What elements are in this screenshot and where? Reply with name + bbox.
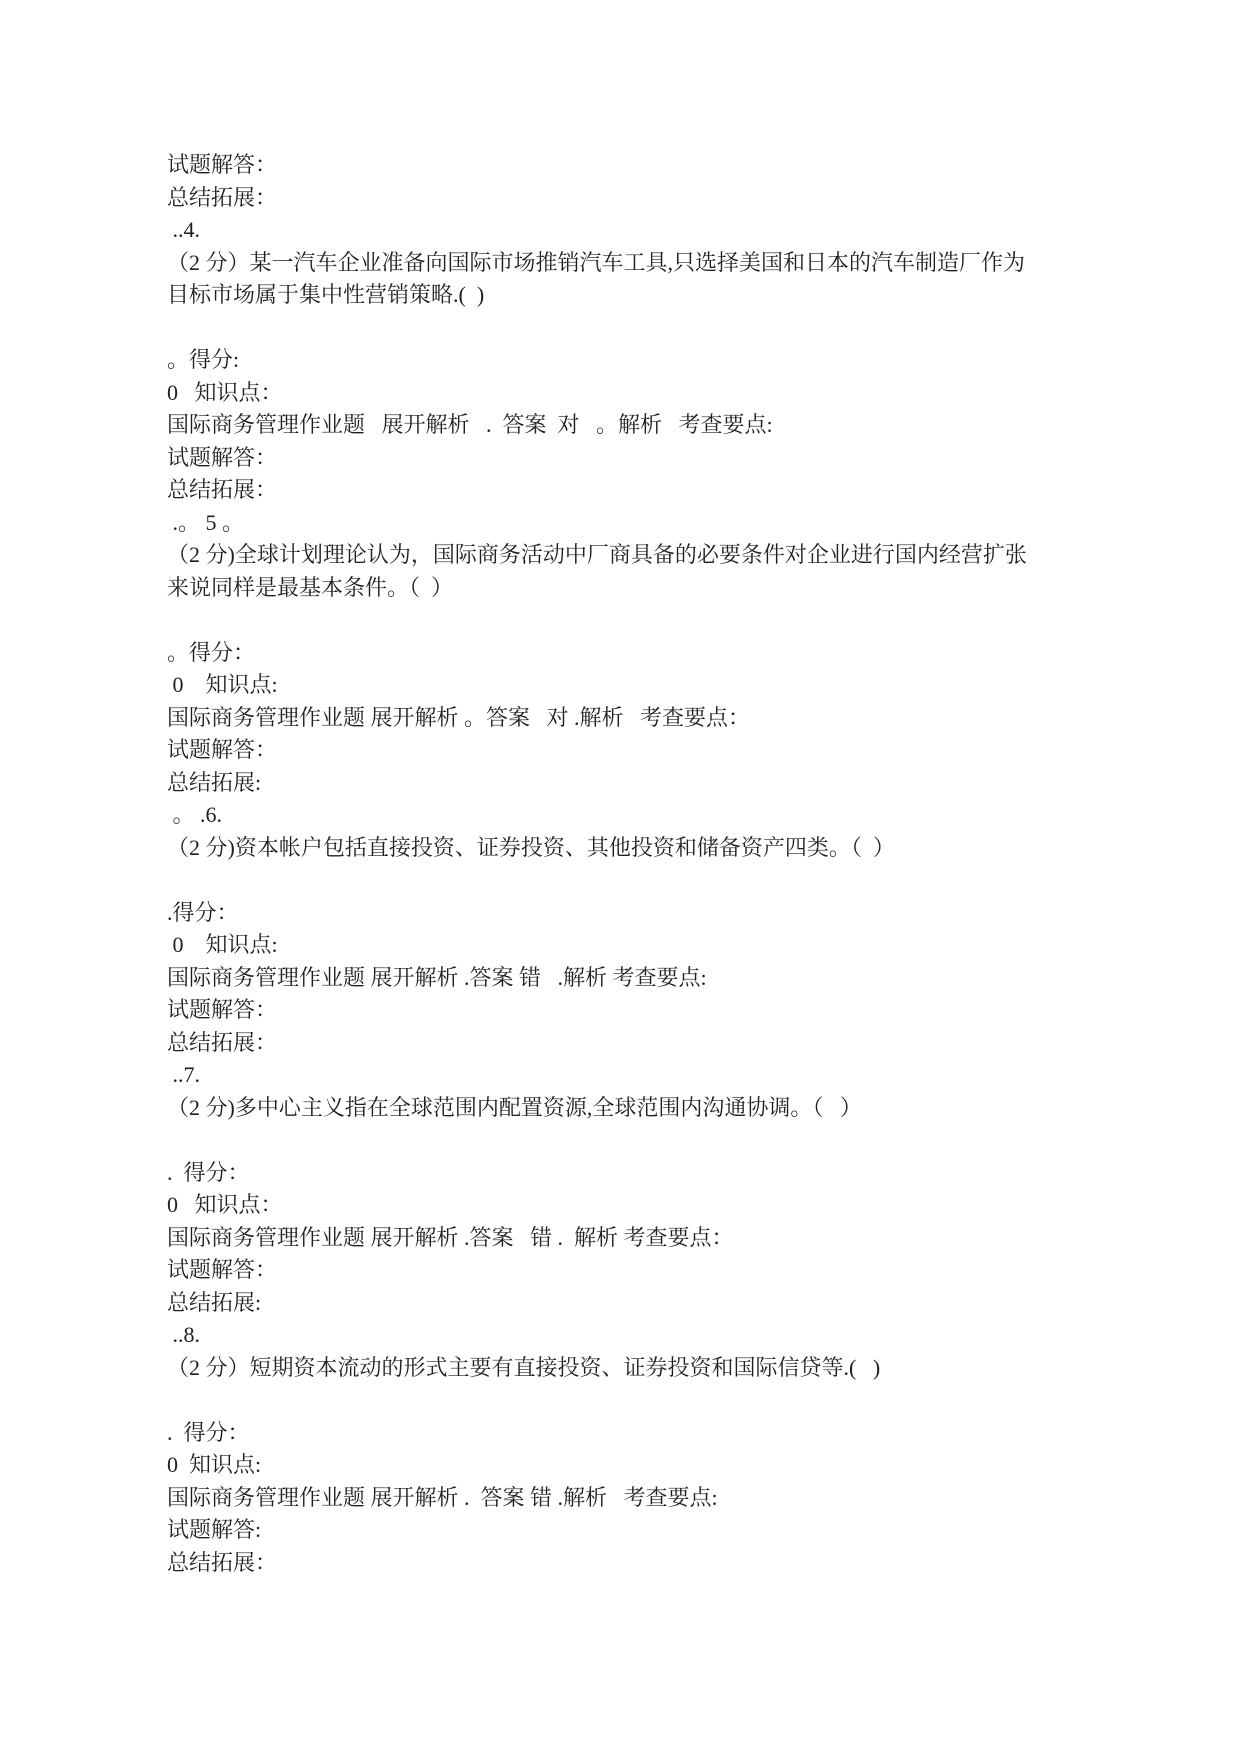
blank-line — [167, 312, 1092, 345]
question-text-line: （2 分)全球计划理论认为，国际商务活动中厂商具备的必要条件对企业进行国内经营扩张 — [167, 542, 1027, 567]
blank-line — [167, 604, 1092, 637]
question-text-line: 来说同样是最基本条件。（ ） — [167, 574, 454, 600]
summary-label-line: 总结拓展： — [167, 1029, 278, 1055]
solution-label-line: 试题解答: — [167, 1517, 262, 1542]
solution-label-line: 试题解答： — [167, 152, 278, 177]
score-label-line: .得分： — [167, 899, 239, 925]
blank-line — [167, 1124, 1092, 1157]
summary-label-line: 总结拓展： — [167, 184, 278, 210]
score-label-line: . 得分： — [167, 1159, 250, 1185]
blank-line — [167, 1384, 1092, 1417]
answer-meta-line: 国际商务管理作业题 展开解析 .答案 错 .解析 考查要点: — [167, 964, 707, 990]
document-page — [167, 149, 1092, 1579]
question-text-line: （2 分）某一汽车企业准备向国际市场推销汽车工具,只选择美国和日本的汽车制造厂作为 — [167, 249, 1026, 275]
question-number-line: .。 5 。 — [167, 509, 245, 535]
answer-meta-line: 国际商务管理作业题 展开解析 。答案 对 .解析 考查要点： — [167, 704, 751, 730]
answer-meta-line: 国际商务管理作业题 展开解析 . 答案 错 .解析 考查要点: — [167, 1484, 718, 1510]
knowledge-point-line: 0 知识点: — [167, 1452, 262, 1477]
solution-label-line: 试题解答： — [167, 1257, 278, 1282]
summary-label-line: 总结拓展： — [167, 1549, 278, 1575]
question-number-line: ..7. — [167, 1062, 200, 1087]
score-label-line: . 得分： — [167, 1419, 250, 1445]
answer-meta-line: 国际商务管理作业题 展开解析 .答案 错 . 解析 考查要点： — [167, 1224, 734, 1250]
score-label-line: 。得分: — [167, 347, 240, 372]
knowledge-point-line: 0 知识点： — [167, 379, 283, 405]
question-text-line: （2 分)资本帐户包括直接投资、证券投资、其他投资和储备资产四类。（ ） — [167, 834, 895, 860]
summary-label-line: 总结拓展： — [167, 477, 278, 502]
knowledge-point-line: 0 知识点: — [167, 672, 278, 697]
question-number-line: ..4. — [167, 217, 200, 242]
solution-label-line: 试题解答： — [167, 737, 278, 762]
question-number-line: ..8. — [167, 1322, 200, 1347]
question-text-line: （2 分)多中心主义指在全球范围内配置资源,全球范围内沟通协调。（ ） — [167, 1094, 862, 1120]
summary-label-line: 总结拓展: — [167, 769, 262, 795]
solution-label-line: 试题解答： — [167, 444, 278, 470]
summary-label-line: 总结拓展: — [167, 1289, 262, 1315]
blank-line — [167, 864, 1092, 897]
question-text-line: （2 分）短期资本流动的形式主要有直接投资、证券投资和国际信贷等.( ) — [167, 1354, 881, 1380]
question-number-line: 。 .6. — [167, 802, 223, 827]
question-text-line: 目标市场属于集中性营销策略.( ) — [167, 282, 485, 307]
knowledge-point-line: 0 知识点： — [167, 1192, 283, 1217]
score-label-line: 。得分： — [167, 639, 256, 665]
knowledge-point-line: 0 知识点: — [167, 932, 278, 957]
answer-meta-line: 国际商务管理作业题 展开解析 . 答案 对 。解析 考查要点: — [167, 412, 773, 437]
solution-label-line: 试题解答： — [167, 997, 278, 1022]
